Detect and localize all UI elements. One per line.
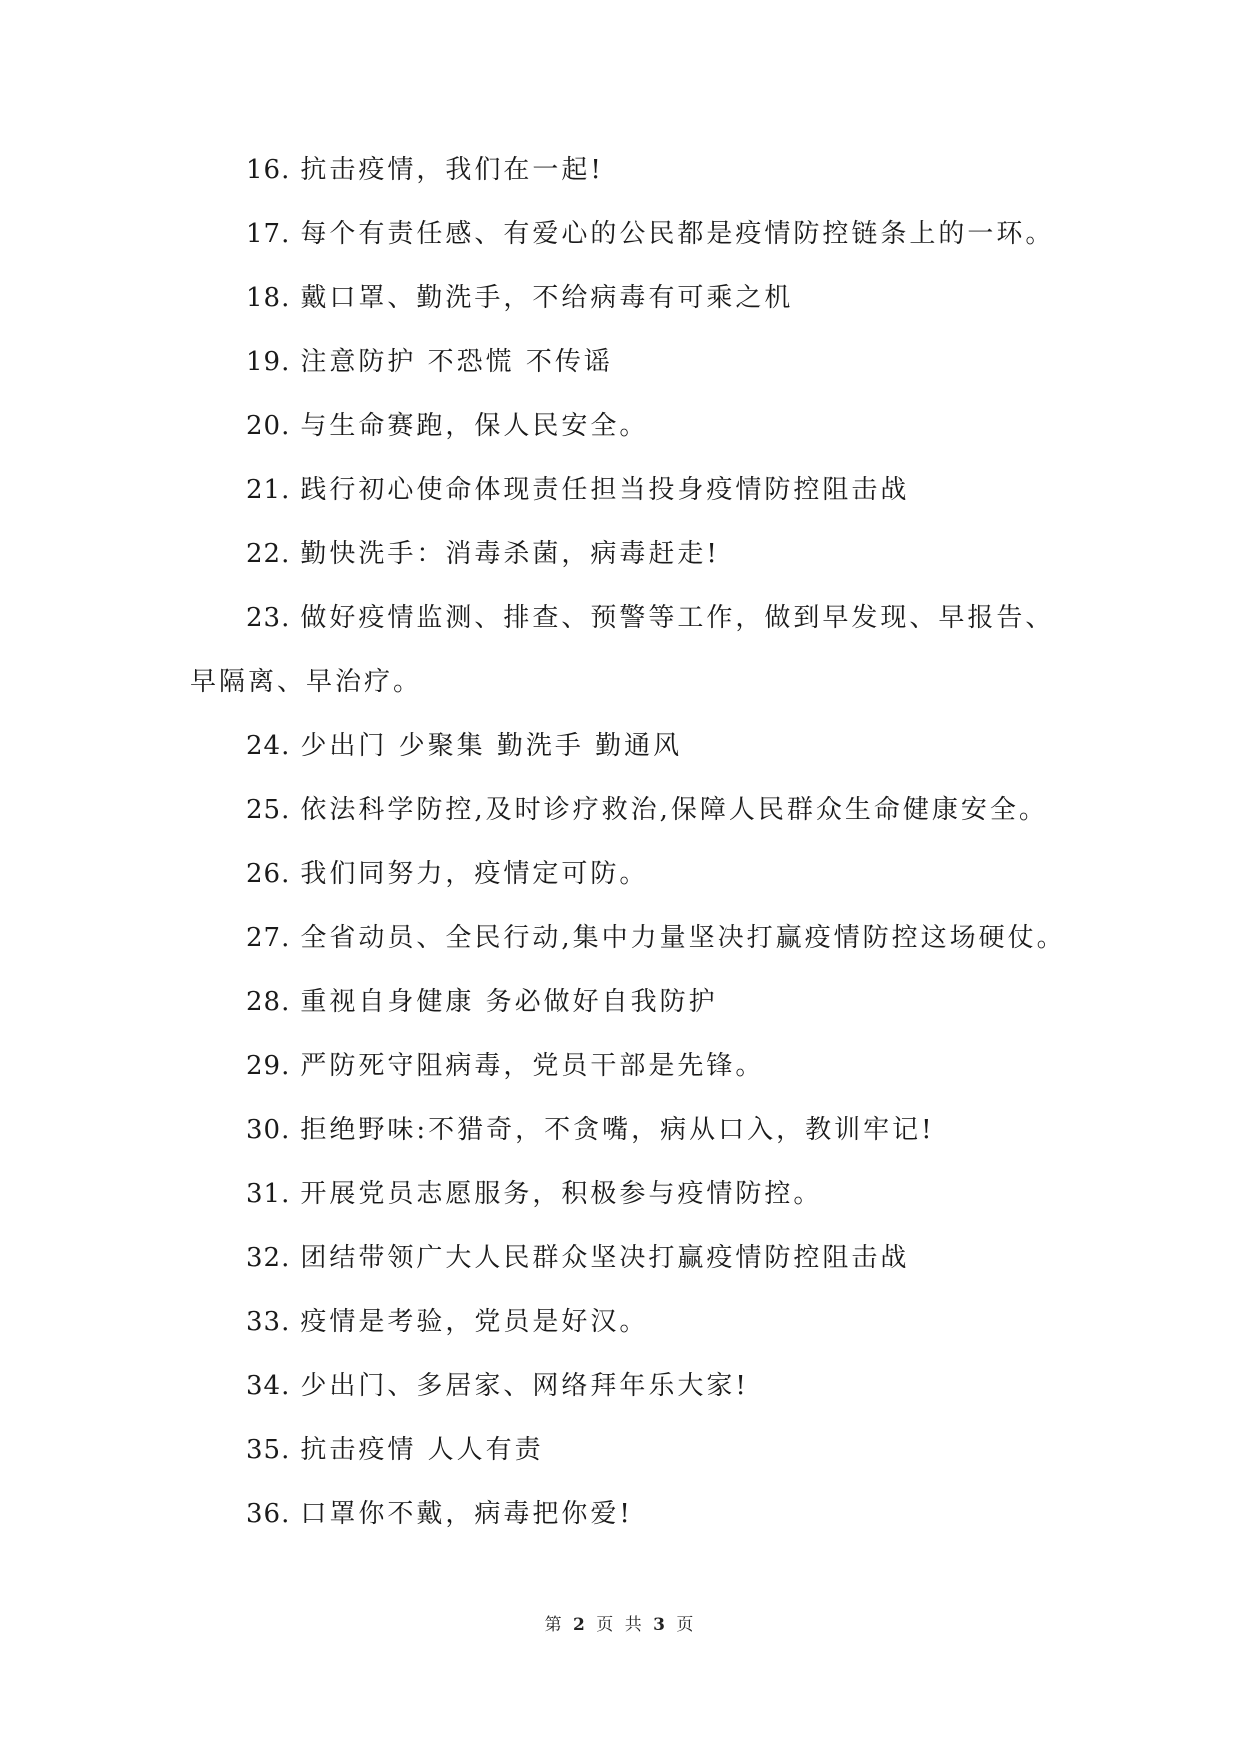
footer-prefix: 第 xyxy=(544,1615,565,1635)
list-item xyxy=(190,1240,1070,1276)
item-number: 33. xyxy=(246,1307,291,1337)
item-number: 30. xyxy=(246,1115,291,1145)
item-number: 24. xyxy=(246,731,291,761)
list-item xyxy=(190,1048,1070,1084)
item-number: 28. xyxy=(246,987,291,1017)
item-text: 依法科学防控,及时诊疗救治,保障人民群众生命健康安全。 xyxy=(300,795,1048,825)
item-text: 疫情是考验，党员是好汉。 xyxy=(300,1307,649,1337)
item-text: 抗击疫情 人人有责 xyxy=(300,1435,544,1465)
footer-suffix: 页 xyxy=(676,1615,697,1635)
item-text: 重视自身健康 务必做好自我防护 xyxy=(300,987,718,1017)
item-number: 27. xyxy=(246,923,291,953)
item-text: 开展党员志愿服务，积极参与疫情防控。 xyxy=(300,1179,823,1209)
item-text: 做好疫情监测、排查、预警等工作，做到早发现、早报告、 xyxy=(300,603,1055,633)
list-item xyxy=(190,280,1070,316)
item-text: 与生命赛跑，保人民安全。 xyxy=(300,411,649,441)
item-text: 我们同努力，疫情定可防。 xyxy=(300,859,649,889)
item-number: 29. xyxy=(246,1051,291,1081)
item-text: 戴口罩、勤洗手，不给病毒有可乘之机 xyxy=(300,283,794,313)
item-number: 20. xyxy=(246,411,291,441)
page-footer xyxy=(0,1610,1241,1635)
current-page-number: 2 xyxy=(573,1615,588,1635)
item-number: 19. xyxy=(246,347,291,377)
list-item xyxy=(190,856,1070,892)
item-text: 注意防护 不恐慌 不传谣 xyxy=(300,347,613,377)
list-item xyxy=(190,216,1070,252)
item-number: 23. xyxy=(246,603,291,633)
item-text: 拒绝野味:不猎奇，不贪嘴，病从口入，教训牢记! xyxy=(300,1115,935,1145)
item-text: 少出门 少聚集 勤洗手 勤通风 xyxy=(300,731,683,761)
total-pages-number: 3 xyxy=(653,1615,668,1635)
list-item xyxy=(190,1176,1070,1212)
list-item xyxy=(190,1432,1070,1468)
item-text: 全省动员、全民行动,集中力量坚决打赢疫情防控这场硬仗。 xyxy=(300,923,1066,953)
list-item xyxy=(190,152,1070,188)
item-number: 21. xyxy=(246,475,291,505)
slogan-list xyxy=(190,152,1070,1560)
item-number: 17. xyxy=(246,219,291,249)
item-number: 32. xyxy=(246,1243,291,1273)
item-text: 少出门、多居家、网络拜年乐大家! xyxy=(300,1371,749,1401)
item-number: 26. xyxy=(246,859,291,889)
item-text: 严防死守阻病毒，党员干部是先锋。 xyxy=(300,1051,765,1081)
list-item xyxy=(190,408,1070,444)
item-number: 35. xyxy=(246,1435,291,1465)
item-number: 25. xyxy=(246,795,291,825)
list-item xyxy=(190,1496,1070,1532)
item-text: 抗击疫情，我们在一起! xyxy=(300,155,604,185)
footer-middle: 页 共 xyxy=(596,1615,645,1635)
list-item xyxy=(190,536,1070,572)
item-number: 36. xyxy=(246,1499,291,1529)
item-text: 每个有责任感、有爱心的公民都是疫情防控链条上的一环。 xyxy=(300,219,1055,249)
item-number: 34. xyxy=(246,1371,291,1401)
item-text: 践行初心使命体现责任担当投身疫情防控阻击战 xyxy=(300,475,910,505)
item-number: 18. xyxy=(246,283,291,313)
item-number: 31. xyxy=(246,1179,291,1209)
item-text: 口罩你不戴，病毒把你爱! xyxy=(300,1499,633,1529)
list-item xyxy=(190,472,1070,508)
item-text-continued: 早隔离、早治疗。 xyxy=(190,667,423,697)
list-item xyxy=(190,1112,1070,1148)
list-item xyxy=(190,600,1070,700)
item-number: 16. xyxy=(246,155,291,185)
list-item xyxy=(190,344,1070,380)
list-item xyxy=(190,984,1070,1020)
list-item xyxy=(190,1368,1070,1404)
item-text: 勤快洗手：消毒杀菌，病毒赶走! xyxy=(300,539,720,569)
list-item xyxy=(190,728,1070,764)
item-number: 22. xyxy=(246,539,291,569)
item-text: 团结带领广大人民群众坚决打赢疫情防控阻击战 xyxy=(300,1243,910,1273)
list-item xyxy=(190,792,1070,828)
list-item xyxy=(190,920,1070,956)
list-item xyxy=(190,1304,1070,1340)
